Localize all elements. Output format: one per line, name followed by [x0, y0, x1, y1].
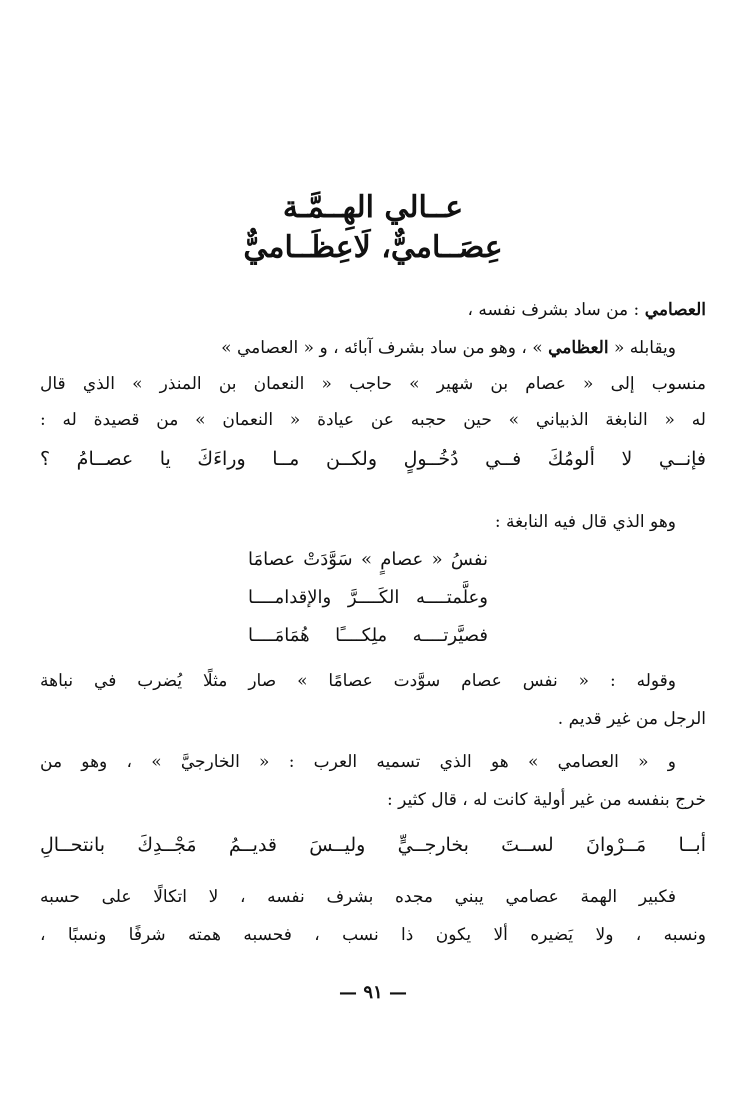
- page-number: — ٩١ —: [339, 982, 407, 1003]
- paragraph-line-8: و « العصامي » هو الذي تسميه العرب : « الخارجيَّ » ، وهو من: [40, 752, 676, 772]
- verse-line-1: فإنــي لا ألومُكَ فــي دُخُــولٍ ولكــن مــا وراءَكَ يا عصــامُ ؟: [40, 448, 706, 470]
- paragraph-line-6: وقوله : « نفس عصام سوَّدت عصامًا » صار مثلًا يُضرب في نباهة: [40, 671, 676, 691]
- paragraph-line-2: [40, 331, 676, 365]
- text-segment: » ، وهو من ساد بشرف آبائه ، و « العصامي »: [221, 338, 543, 358]
- paragraph-line-7: الرجل من غير قديم .: [557, 709, 706, 729]
- term-isami: العصامي: [644, 300, 706, 320]
- paragraph-line-3: منسوب إلى « عصام بن شهير » حاجب « النعمان بن المنذر » الذي قال: [40, 374, 706, 394]
- chapter-title-line2: عِصَــاميٌّ، لَاعِظَــاميٌّ: [243, 230, 503, 265]
- paragraph-line-1: [40, 293, 706, 327]
- chapter-title-line1: عــالي الهِــمَّـة: [282, 190, 464, 225]
- term-izami: العظامي: [548, 338, 609, 358]
- verse-line-2: أبــا مَــرْوانَ لســتَ بخارجــيٍّ وليــسَ قديــمُ مَجْــدِكَ بانتحــالِ: [40, 834, 706, 856]
- poem-line-1: نفسُ « عصامٍ » سَوَّدَتْ عصامَا: [248, 549, 488, 570]
- text-segment: ويقابله «: [614, 338, 676, 358]
- paragraph-line-9: خرج بنفسه من غير أولية كانت له ، قال كثير :: [386, 790, 706, 810]
- paragraph-line-5: وهو الذي قال فيه النابغة :: [494, 512, 676, 532]
- definition-text: : من ساد بشرف نفسه ،: [467, 300, 640, 320]
- poem-line-3: فصيَّرتــــه ملِكــــًا هُمَامَــــا: [248, 625, 488, 646]
- paragraph-line-10: فكبير الهمة عصامي يبني مجده بشرف نفسه ، لا اتكالًا على حسبه: [40, 887, 676, 907]
- paragraph-line-4: له « النابغة الذبياني » حين حجبه عن عيادة « النعمان » من قصيدة له :: [40, 410, 706, 430]
- poem-line-2: وعلَّمتــــه الكَــــرَّ والإقدامــــا: [248, 587, 488, 608]
- paragraph-line-11: ونسبه ، ولا يَضيره ألا يكون ذا نسب ، فحسبه همته شرفًا ونسبًا ،: [40, 925, 706, 945]
